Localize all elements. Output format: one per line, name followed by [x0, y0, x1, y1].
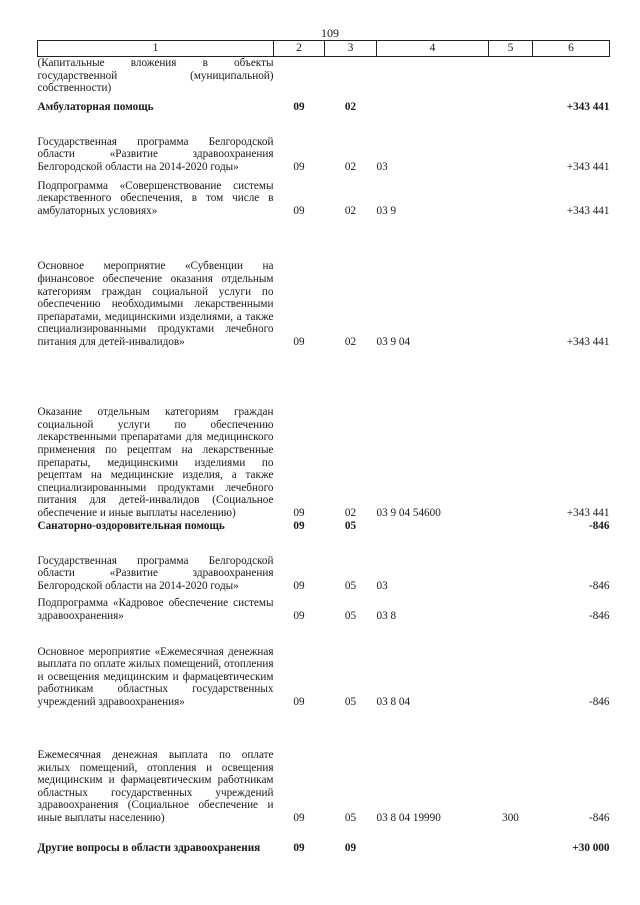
row-vr — [489, 593, 533, 623]
table-row — [38, 116, 610, 174]
row-csr — [377, 520, 489, 535]
row-name: (Капитальные вложения в объекты государственной (муниципальной) собственности) — [37, 57, 274, 95]
row-csr — [377, 101, 489, 116]
table-row — [38, 623, 610, 709]
row-pr: 02 — [344, 100, 357, 113]
row-name: Ежемесячная денежная выплата по оплате жилых помещений, отопления и освещения медицинским и фармацевтическим работникам областных государственных учреждений здравоохранения (Социальное обеспечение и иные выплаты населению) — [37, 748, 274, 824]
row-vr — [489, 520, 533, 535]
row-name: Государственная программа Белгородской области «Развитие здравоохранения Белгородской области на 2014-2020 годы» — [37, 554, 274, 592]
row-name: Государственная программа Белгородской области «Развитие здравоохранения Белгородской области на 2014-2020 годы» — [37, 135, 274, 173]
row-csr: 03 8 04 19990 — [376, 811, 441, 824]
row-name: Основное мероприятие «Ежемесячная денежная выплата по оплате жилых помещений, отопления и освещения медицинским и фармацевтическим работникам областных государственных учреждений здравоохранения» — [37, 645, 274, 708]
row-amount: -846 — [588, 811, 610, 824]
row-name: Подпрограмма «Кадровое обеспечение системы здравоохранения» — [37, 597, 274, 622]
row-amount: +30 000 — [572, 841, 610, 854]
row-vr — [489, 174, 533, 218]
row-amount: +343 441 — [566, 160, 610, 173]
row-pr: 05 — [344, 609, 357, 622]
budget-table — [37, 40, 610, 855]
row-pr: 05 — [344, 519, 357, 532]
row-vr — [489, 535, 533, 593]
row-rz: 09 — [293, 160, 305, 173]
header-col-5: 5 — [489, 41, 533, 57]
header-col-1: 1 — [38, 41, 274, 57]
table-row — [38, 174, 610, 218]
table-row-section — [38, 825, 610, 855]
row-vr — [489, 623, 533, 709]
row-amount — [533, 57, 610, 101]
row-pr: 05 — [344, 579, 357, 592]
table-row-section — [38, 101, 610, 116]
table-row — [38, 535, 610, 593]
row-name: Другие вопросы в области здравоохранения — [37, 841, 261, 854]
table-row-section — [38, 520, 610, 535]
row-amount: -846 — [588, 519, 610, 532]
row-pr: 02 — [344, 335, 357, 348]
header-col-6: 6 — [533, 41, 610, 57]
row-csr: 03 8 04 — [376, 695, 411, 708]
row-rz: 09 — [293, 506, 305, 519]
row-pr: 09 — [344, 841, 357, 854]
row-rz: 09 — [293, 335, 305, 348]
header-col-4: 4 — [377, 41, 489, 57]
row-amount: +343 441 — [566, 204, 610, 217]
row-pr: 02 — [344, 506, 357, 519]
row-pr — [325, 57, 377, 101]
table-row — [38, 57, 610, 101]
row-amount: +343 441 — [566, 335, 610, 348]
table-header-row — [38, 41, 610, 57]
header-col-3: 3 — [325, 41, 377, 57]
row-rz: 09 — [293, 204, 305, 217]
row-rz: 09 — [293, 579, 305, 592]
row-csr: 03 9 — [376, 204, 397, 217]
row-csr: 03 9 04 54600 — [376, 506, 441, 519]
row-csr — [377, 57, 489, 101]
table-row — [38, 593, 610, 623]
row-name: Амбулаторная помощь — [37, 100, 154, 113]
row-csr: 03 9 04 — [376, 335, 411, 348]
row-csr: 03 — [376, 160, 388, 173]
row-amount: +343 441 — [566, 100, 610, 113]
row-rz: 09 — [293, 841, 305, 854]
row-amount: -846 — [588, 695, 610, 708]
row-rz: 09 — [293, 811, 305, 824]
row-rz: 09 — [293, 519, 305, 532]
page-number: 109 — [321, 26, 339, 40]
row-csr — [377, 825, 489, 855]
row-rz: 09 — [293, 609, 305, 622]
row-rz: 09 — [293, 100, 305, 113]
row-pr: 02 — [344, 204, 357, 217]
row-csr: 03 — [376, 579, 388, 592]
row-vr — [489, 825, 533, 855]
table-row — [38, 709, 610, 825]
row-vr — [489, 349, 533, 520]
row-csr: 03 8 — [376, 609, 397, 622]
row-rz — [274, 57, 325, 101]
row-amount: +343 441 — [566, 506, 610, 519]
row-name: Санаторно-оздоровительная помощь — [37, 519, 225, 532]
row-amount: -846 — [588, 579, 610, 592]
row-pr: 05 — [344, 811, 357, 824]
row-pr: 05 — [344, 695, 357, 708]
row-vr: 300 — [502, 811, 519, 824]
table-row — [38, 218, 610, 349]
row-rz: 09 — [293, 695, 305, 708]
table-row — [38, 349, 610, 520]
row-name: Основное мероприятие «Субвенции на финансовое обеспечение оказания отдельным категориям граждан социальной услуги по обеспечению необходимыми лекарственными препаратами, медицинскими изделиями, а также специализированными продуктами лечебного питания для детей-инвалидов» — [37, 260, 274, 348]
row-pr: 02 — [344, 160, 357, 173]
row-vr — [489, 116, 533, 174]
header-col-2: 2 — [274, 41, 325, 57]
row-vr — [489, 218, 533, 349]
row-name: Подпрограмма «Совершенствование системы лекарственного обеспечения, в том числе в амбулаторных условиях» — [37, 179, 274, 217]
row-name: Оказание отдельным категориям граждан социальной услуги по обеспечению лекарственными препаратами для медицинского применения по рецептам на лекарственные препараты, медицинскими изделиями по рецептам на медицинские изделия, а также специализированными продуктами лечебного питания для детей-инвалидов (Социальное обеспечение и иные выплаты населению) — [37, 406, 274, 519]
row-vr — [489, 57, 533, 101]
row-vr — [489, 101, 533, 116]
row-amount: -846 — [588, 609, 610, 622]
